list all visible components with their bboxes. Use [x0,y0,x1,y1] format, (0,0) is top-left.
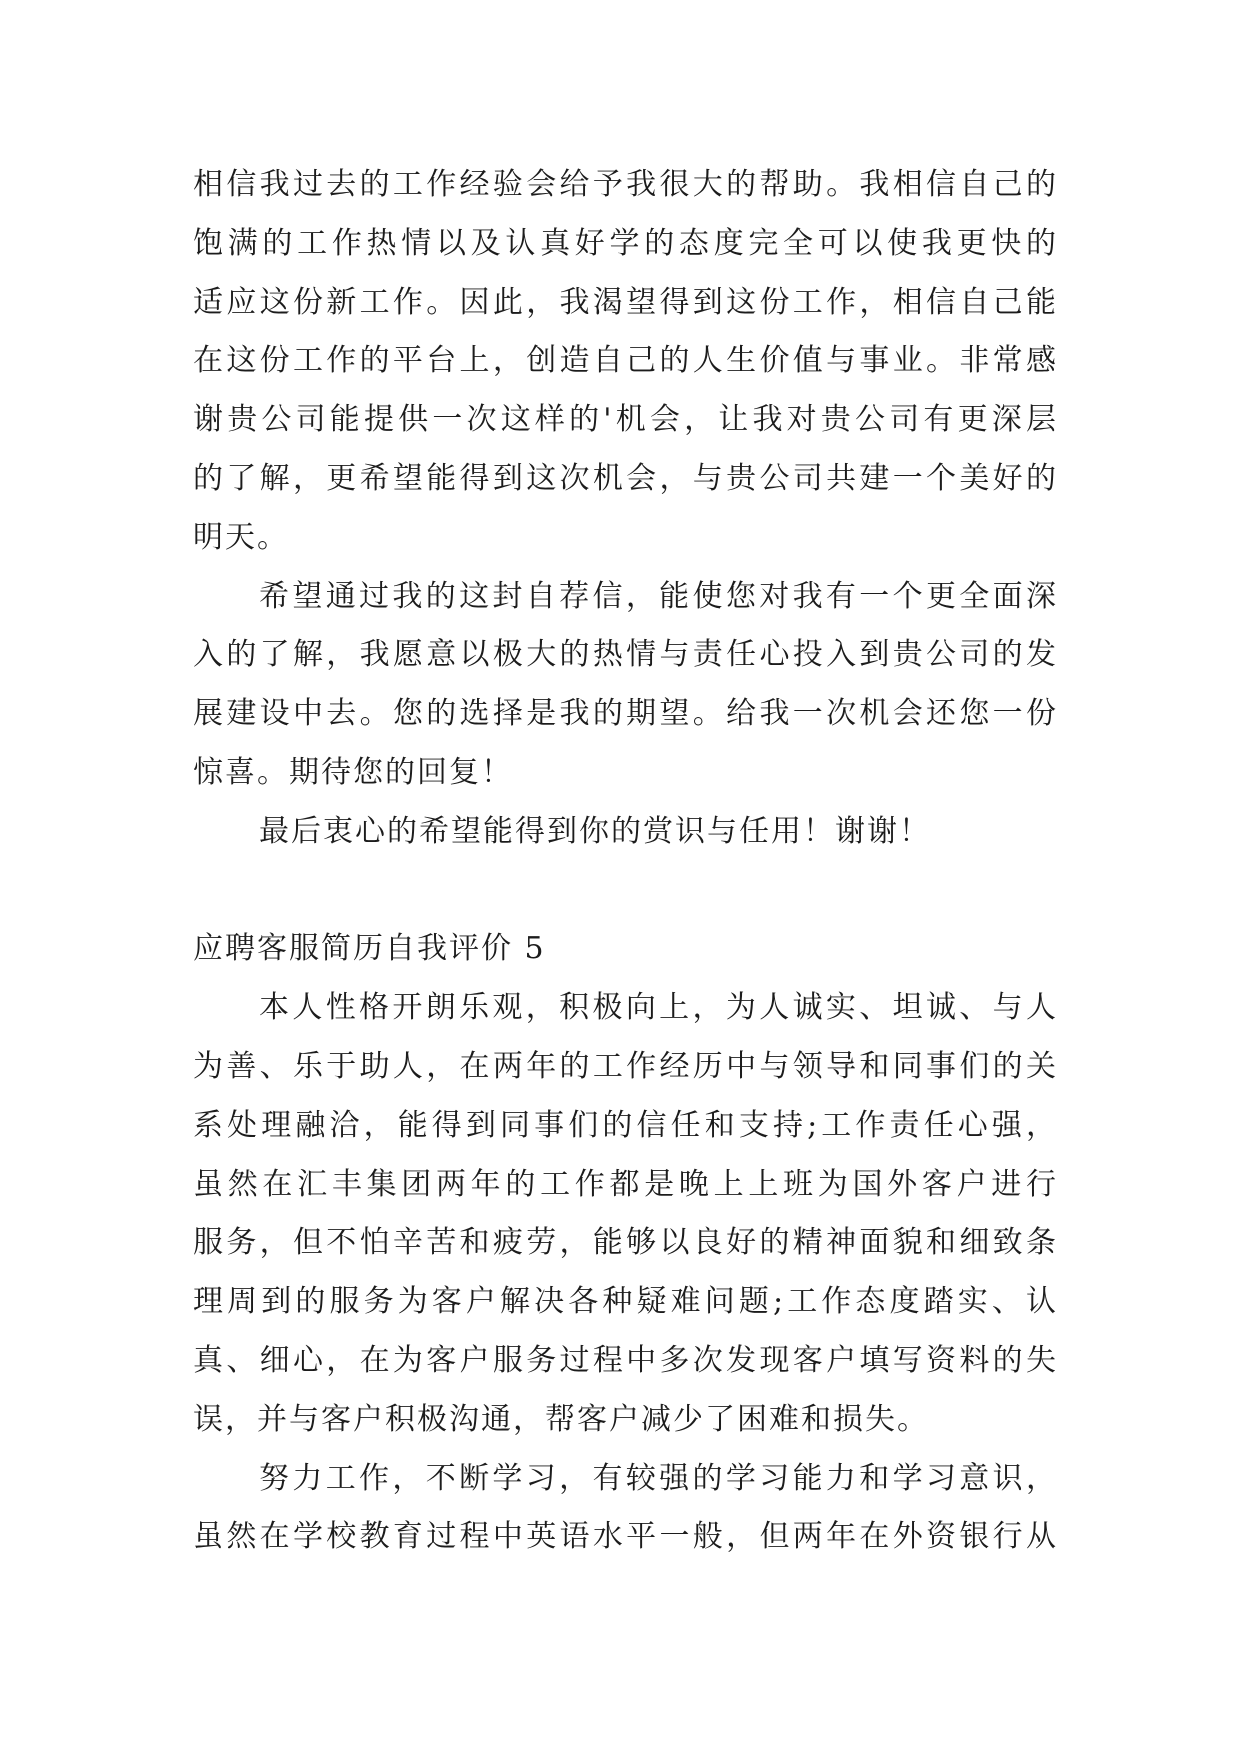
paragraph [193,1450,1058,1568]
text-line: 展建设中去。您的选择是我的期望。给我一次机会还您一份 [193,696,1058,732]
text-line: 饱满的工作热情以及认真好学的态度完全可以使我更快的 [193,225,1058,261]
text-line: 最后衷心的希望能得到你的赏识与任用！谢谢！ [259,813,931,849]
paragraph [193,979,1058,1449]
text-line: 的了解，更希望能得到这次机会，与贵公司共建一个美好的 [193,460,1058,496]
text-line: 虽然在学校教育过程中英语水平一般，但两年在外资银行从 [193,1519,1058,1555]
blank-line [193,862,1058,921]
text-line: 努力工作，不断学习，有较强的学习能力和学习意识， [259,1460,1058,1496]
text-line: 系处理融洽，能得到同事们的信任和支持;工作责任心强， [193,1107,1058,1143]
text-line: 适应这份新工作。因此，我渴望得到这份工作，相信自己能 [193,284,1058,320]
text-line: 误，并与客户积极沟通，帮客户减少了困难和损失。 [193,1401,929,1437]
text-line: 相信我过去的工作经验会给予我很大的帮助。我相信自己的 [193,167,1058,202]
paragraph [193,568,1058,803]
paragraph [193,156,1058,568]
text-line: 惊喜。期待您的回复！ [193,754,513,790]
section-heading: 应聘客服简历自我评价 5 [193,931,546,967]
paragraph [193,803,1058,862]
text-line: 为善、乐于助人，在两年的工作经历中与领导和同事们的关 [193,1048,1058,1084]
text-line: 明天。 [193,519,289,555]
text-line: 本人性格开朗乐观，积极向上，为人诚实、坦诚、与人 [259,990,1058,1026]
text-line: 服务，但不怕辛苦和疲劳，能够以良好的精神面貌和细致条 [193,1225,1058,1261]
text-line: 虽然在汇丰集团两年的工作都是晚上上班为国外客户进行 [193,1166,1058,1202]
text-line: 真、细心，在为客户服务过程中多次发现客户填写资料的失 [193,1342,1058,1378]
text-line: 理周到的服务为客户解决各种疑难问题;工作态度踏实、认 [193,1284,1058,1320]
text-line: 希望通过我的这封自荐信，能使您对我有一个更全面深 [259,578,1058,614]
text-line: 入的了解，我愿意以极大的热情与责任心投入到贵公司的发 [193,637,1058,673]
document-page [193,156,1058,1567]
text-line: 在这份工作的平台上，创造自己的人生价值与事业。非常感 [193,343,1058,379]
text-line: 谢贵公司能提供一次这样的'机会，让我对贵公司有更深层 [193,402,1058,438]
